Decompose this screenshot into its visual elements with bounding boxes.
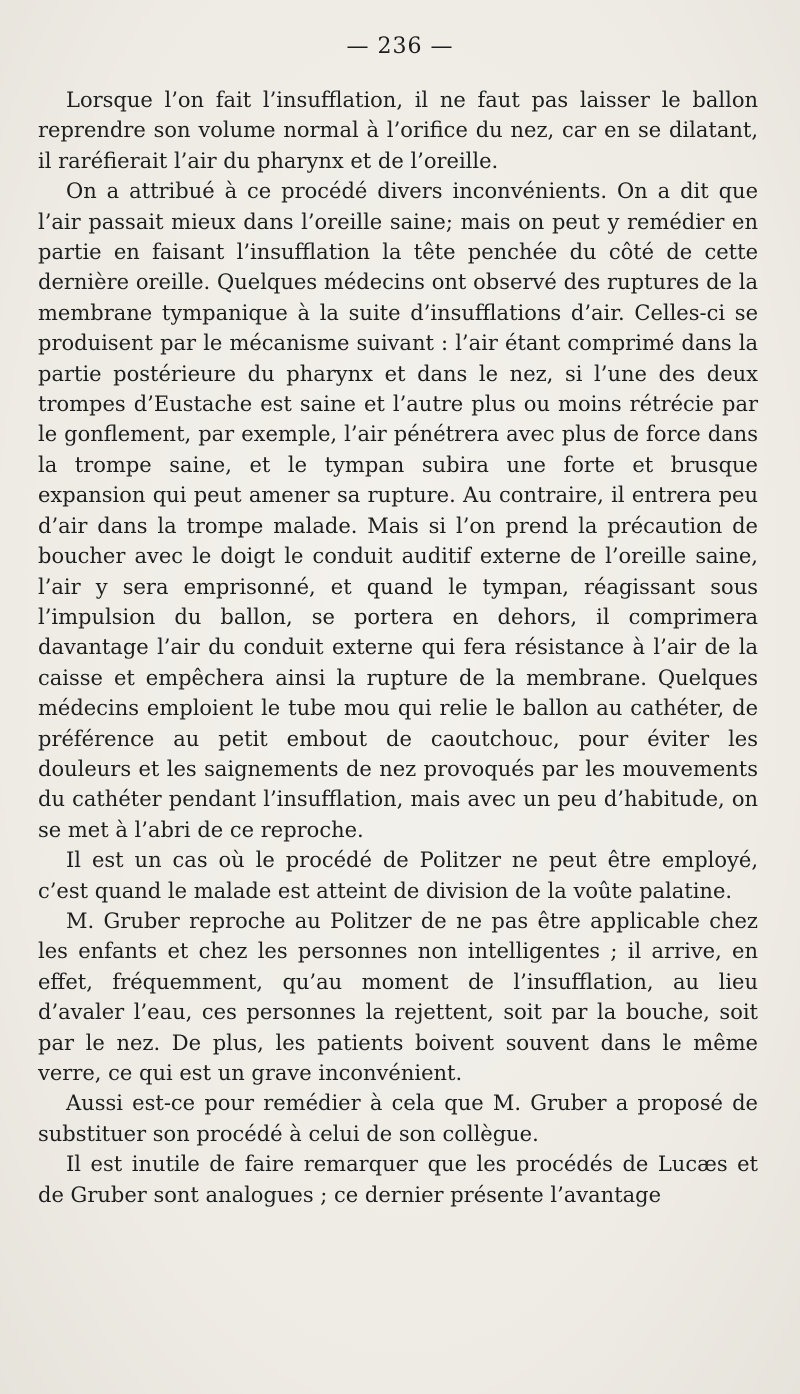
paragraph-6: Il est inutile de faire remarquer que les procédés de Lucæs et de Gruber sont analogues ; ce dernier présente l’avantage: [38, 1152, 758, 1207]
paragraph-2: On a attribué à ce procédé divers inconvénients. On a dit que l’air passait mieux dans l’oreille saine; mais on peut y remédier en partie en faisant l’insufflation la tête penchée du côté de cette dernière oreille. Quelques médecins ont observé des ruptures de la membrane tympanique à la suite d’insufflations d’air. Celles-ci se produisent par le mécanisme suivant : l’air étant comprimé dans la partie postérieure du pharynx et dans le nez, si l’une des deux trompes d’Eustache est saine et l’autre plus ou moins rétrécie par le gonflement, par exemple, l’air pénétrera avec plus de force dans la trompe saine, et le tympan subira une forte et brusque expansion qui peut amener sa rupture. Au contraire, il entrera peu d’air dans la trompe malade. Mais si l’on prend la précaution de boucher avec le doigt le conduit auditif externe de l’oreille saine, l’air y sera emprisonné, et quand le tympan, réagissant sous l’impulsion du ballon, se portera en dehors, il comprimera davantage l’air du conduit externe qui fera résistance à l’air de la caisse et empêchera ainsi la rupture de la membrane. Quelques médecins emploient le tube mou qui relie le ballon au cathéter, de préférence au petit embout de caoutchouc, pour éviter les douleurs et les saignements de nez provoqués par les mouvements du cathéter pendant l’insufflation, mais avec un peu d’habitude, on se met à l’abri de ce reproche.: [38, 179, 758, 842]
page-number: — 236 —: [346, 34, 454, 59]
body-text: [38, 85, 758, 1210]
paragraph-1: Lorsque l’on fait l’insufflation, il ne faut pas laisser le ballon reprendre son volume normal à l’orifice du nez, car en se dilatant, il raréfierait l’air du pharynx et de l’oreille.: [38, 88, 758, 173]
paragraph-3: Il est un cas où le procédé de Politzer ne peut être employé, c’est quand le malade est atteint de division de la voûte palatine.: [38, 848, 758, 903]
paragraph-5: Aussi est-ce pour remédier à cela que M. Gruber a proposé de substituer son procédé à celui de son collègue.: [38, 1091, 758, 1146]
paragraph-4: M. Gruber reproche au Politzer de ne pas être applicable chez les enfants et chez les personnes non intelligentes ; il arrive, en effet, fréquemment, qu’au moment de l’insufflation, au lieu d’avaler l’eau, ces personnes la rejettent, soit par la bouche, soit par le nez. De plus, les patients boivent souvent dans le même verre, ce qui est un grave inconvénient.: [38, 908, 758, 1085]
